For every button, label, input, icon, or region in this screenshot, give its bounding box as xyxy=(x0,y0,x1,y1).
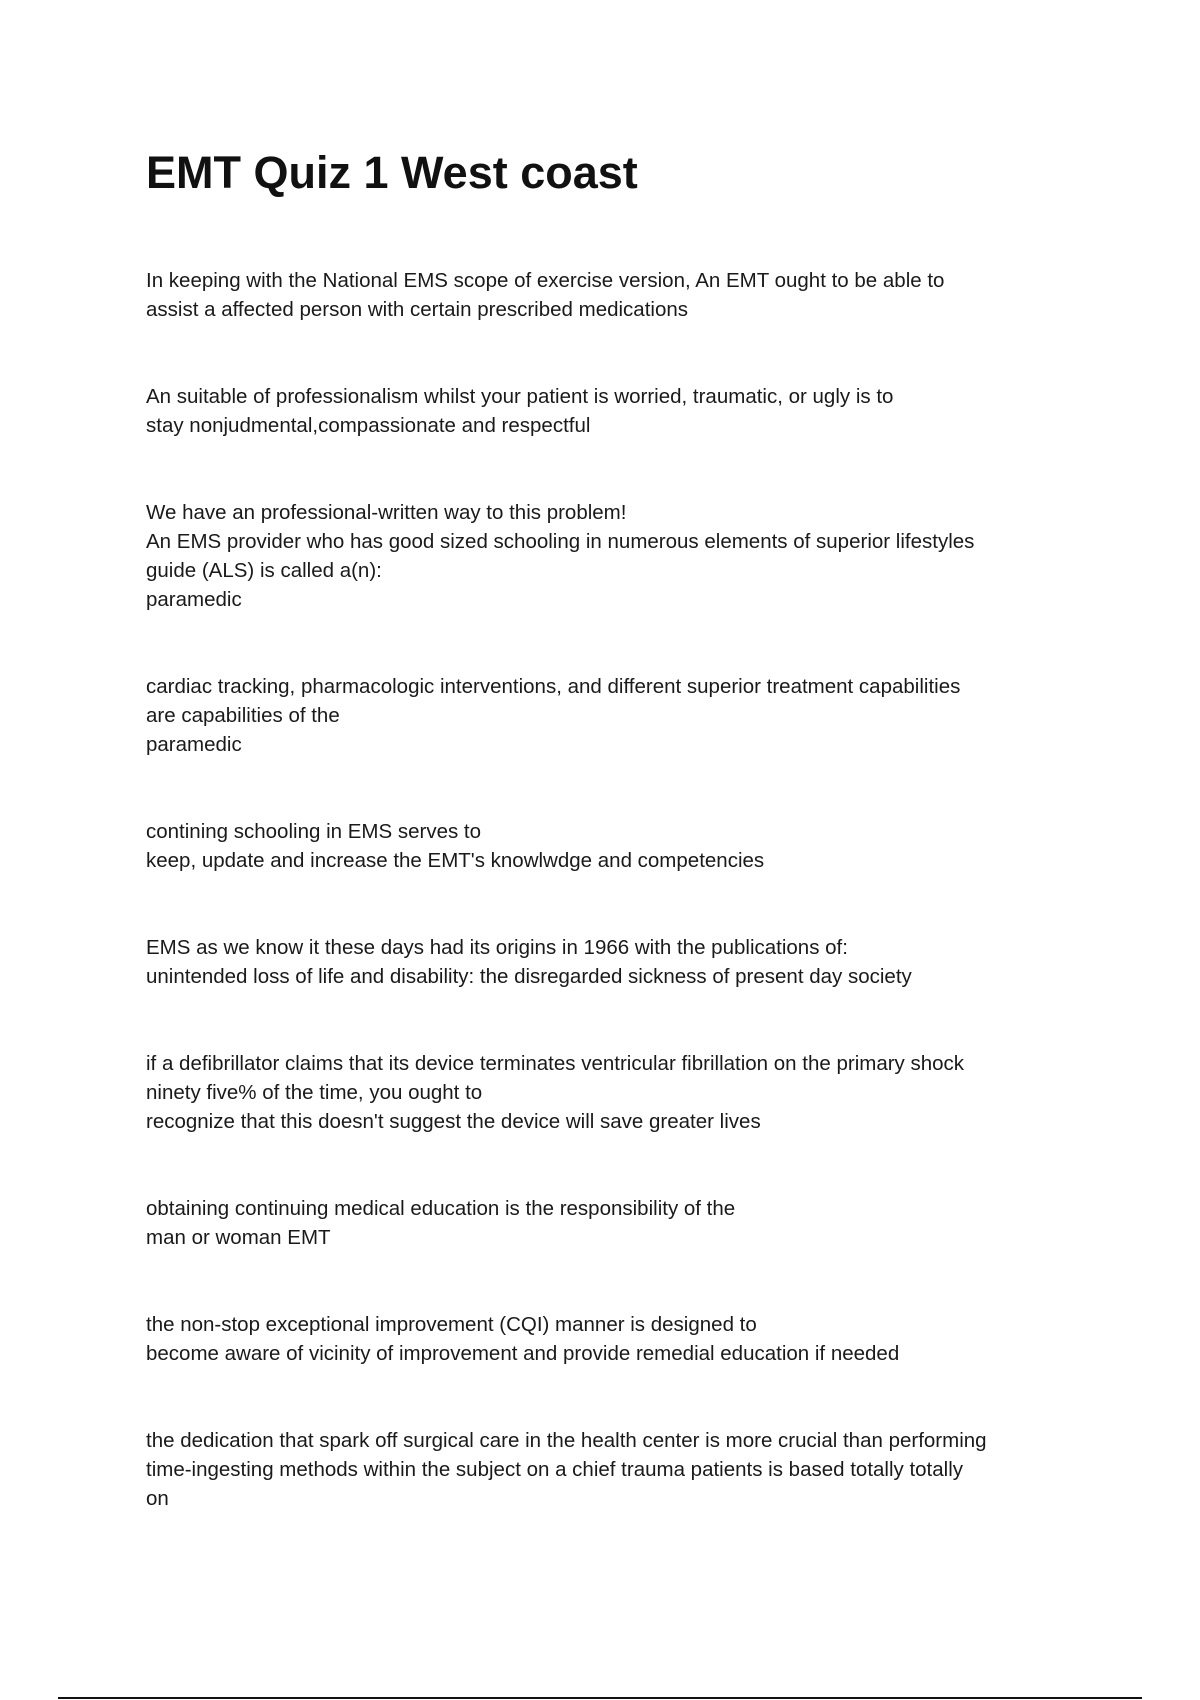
question-item xyxy=(146,1426,1086,1513)
answer-line: become aware of vicinity of improvement and provide remedial education if needed xyxy=(146,1342,900,1365)
question-line: time-ingesting methods within the subject on a chief trauma patients is based totally totally xyxy=(146,1458,964,1481)
question-item xyxy=(146,817,1086,875)
question-line: ninety five% of the time, you ought to xyxy=(146,1081,483,1104)
answer-line: unintended loss of life and disability: the disregarded sickness of present day society xyxy=(146,965,912,988)
question-item xyxy=(146,266,1086,324)
page-bottom-rule xyxy=(58,1697,1142,1699)
answer-line: man or woman EMT xyxy=(146,1226,331,1249)
question-item xyxy=(146,382,1086,440)
answer-line: recognize that this doesn't suggest the device will save greater lives xyxy=(146,1110,761,1133)
question-item xyxy=(146,498,1086,614)
question-line: the non-stop exceptional improvement (CQI) manner is designed to xyxy=(146,1313,757,1336)
answer-line: paramedic xyxy=(146,733,242,756)
question-line: An suitable of professionalism whilst your patient is worried, traumatic, or ugly is to xyxy=(146,385,894,408)
question-line: An EMS provider who has good sized schooling in numerous elements of superior lifestyles xyxy=(146,530,975,553)
question-line: obtaining continuing medical education is the responsibility of the xyxy=(146,1197,736,1220)
question-item xyxy=(146,1310,1086,1368)
answer-line: stay nonjudmental,compassionate and respectful xyxy=(146,414,591,437)
question-item xyxy=(146,1194,1086,1252)
question-line: cardiac tracking, pharmacologic interventions, and different superior treatment capabilities xyxy=(146,675,961,698)
question-line: on xyxy=(146,1487,169,1510)
question-line: contining schooling in EMS serves to xyxy=(146,820,482,843)
question-line: are capabilities of the xyxy=(146,704,340,727)
question-line: guide (ALS) is called a(n): xyxy=(146,559,382,582)
question-line: if a defibrillator claims that its device terminates ventricular fibrillation on the primary shock xyxy=(146,1052,965,1075)
question-line: EMS as we know it these days had its origins in 1966 with the publications of: xyxy=(146,936,848,959)
question-line: the dedication that spark off surgical care in the health center is more crucial than performing xyxy=(146,1429,987,1452)
question-line: In keeping with the National EMS scope of exercise version, An EMT ought to be able to xyxy=(146,269,945,292)
document-title: EMT Quiz 1 West coast xyxy=(146,147,638,198)
question-line: We have an professional-written way to this problem! xyxy=(146,501,627,524)
question-item xyxy=(146,1049,1086,1136)
answer-line: paramedic xyxy=(146,588,242,611)
question-item xyxy=(146,672,1086,759)
answer-line: keep, update and increase the EMT's knowlwdge and competencies xyxy=(146,849,765,872)
question-item xyxy=(146,933,1086,991)
question-list xyxy=(146,266,1086,1571)
answer-line: assist a affected person with certain prescribed medications xyxy=(146,298,689,321)
